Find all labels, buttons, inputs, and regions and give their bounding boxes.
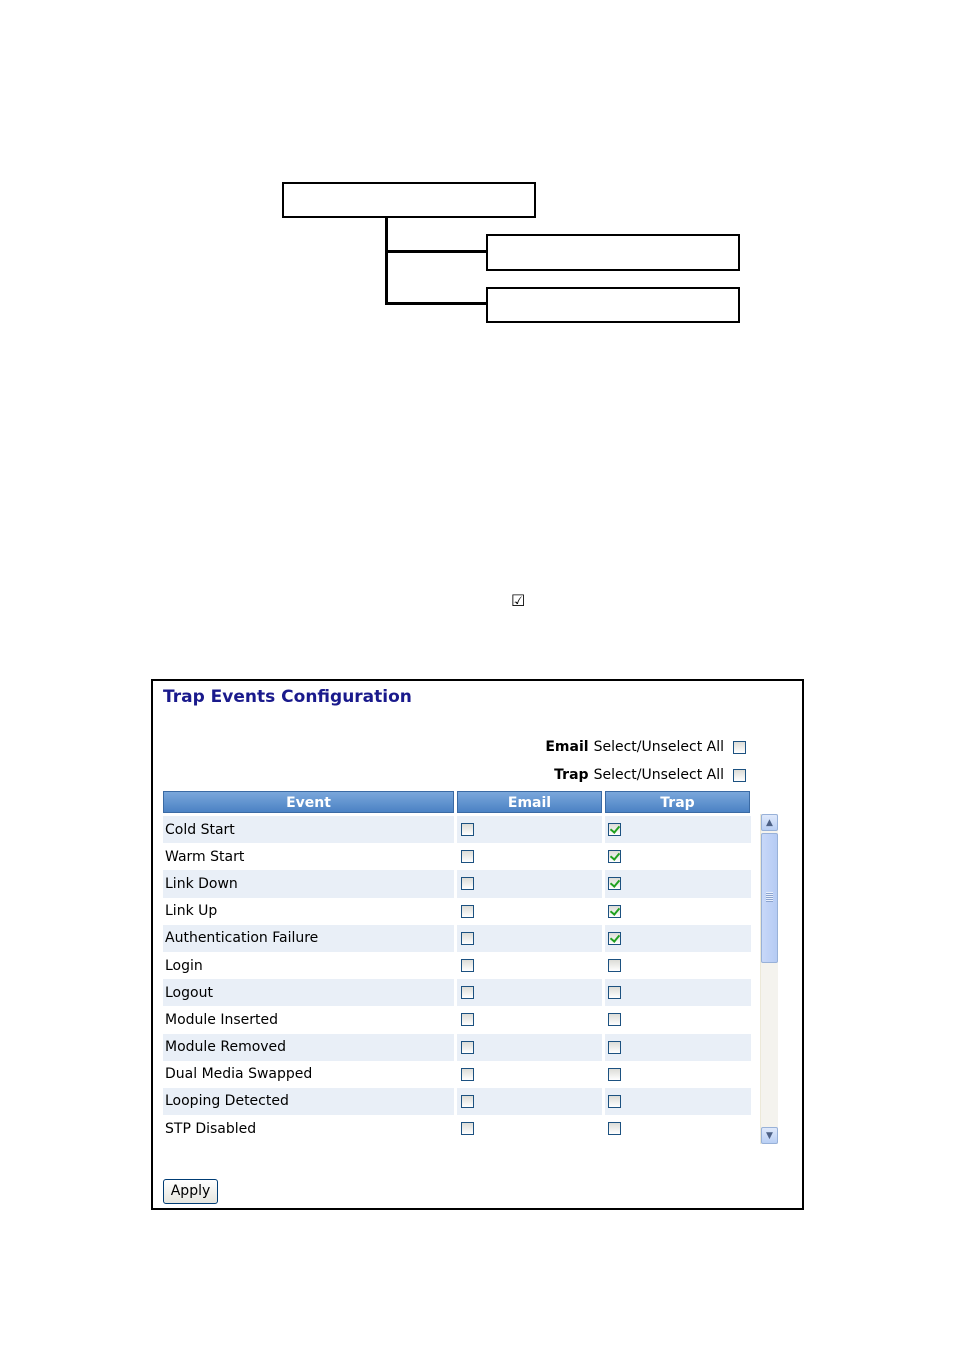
email-cell [455, 1041, 602, 1054]
event-name: Link Up [165, 903, 218, 920]
trap-checkbox[interactable] [608, 1095, 621, 1108]
event-name: Logout [165, 984, 213, 1001]
trap-cell [602, 1122, 749, 1135]
trap-checkbox[interactable] [608, 877, 621, 890]
trap-checkbox[interactable] [608, 986, 621, 999]
trap-checkbox[interactable] [608, 1068, 621, 1081]
event-table-body [163, 816, 751, 1144]
email-cell [455, 1013, 602, 1026]
trap-checkbox[interactable] [608, 959, 621, 972]
event-name: Authentication Failure [165, 930, 319, 947]
trap-select-all-checkbox[interactable] [733, 769, 746, 782]
trap-cell [602, 986, 749, 999]
table-header [163, 791, 753, 813]
trap-checkbox[interactable] [608, 905, 621, 918]
tree-child-box-1 [486, 234, 740, 271]
column-separator [602, 816, 605, 1144]
email-checkbox[interactable] [461, 1041, 474, 1054]
trap-cell [602, 823, 749, 836]
trap-cell [602, 1095, 749, 1108]
page-title: Trap Events Configuration [163, 687, 412, 707]
table-row [163, 1061, 751, 1088]
apply-button[interactable]: Apply [163, 1179, 218, 1204]
trap-select-all-label: Select/Unselect All [593, 767, 724, 783]
trap-select-all-bold-label: Trap [554, 767, 589, 783]
email-cell [455, 986, 602, 999]
tree-child-box-2 [486, 287, 740, 323]
event-name: Link Down [165, 875, 238, 892]
scroll-up-button[interactable]: ▲ [761, 814, 778, 831]
email-cell [455, 877, 602, 890]
email-cell [455, 1095, 602, 1108]
event-name: Looping Detected [165, 1093, 289, 1110]
table-row [163, 1088, 751, 1115]
checkbox-checked-icon: ☑ [511, 591, 526, 610]
table-row [163, 952, 751, 979]
trap-checkbox[interactable] [608, 850, 621, 863]
email-select-all-bold-label: Email [545, 739, 589, 755]
scroll-grip-icon [766, 892, 773, 902]
event-name: STP Disabled [165, 1120, 257, 1137]
email-select-all-label: Select/Unselect All [593, 739, 724, 755]
column-header-email[interactable]: Email [457, 791, 602, 813]
table-row [163, 1006, 751, 1033]
trap-select-all-row [554, 767, 746, 783]
scroll-thumb[interactable] [761, 833, 778, 963]
trap-cell [602, 959, 749, 972]
email-cell [455, 1122, 602, 1135]
tree-connector-vertical [385, 218, 388, 304]
event-name: Login [165, 957, 203, 974]
scroll-down-button[interactable]: ▼ [761, 1127, 778, 1144]
table-row [163, 925, 751, 952]
column-header-event[interactable]: Event [163, 791, 454, 813]
email-checkbox[interactable] [461, 823, 474, 836]
event-name: Module Removed [165, 1039, 287, 1056]
email-checkbox[interactable] [461, 1122, 474, 1135]
table-row [163, 979, 751, 1006]
event-name: Module Inserted [165, 1011, 279, 1028]
trap-checkbox[interactable] [608, 932, 621, 945]
trap-checkbox[interactable] [608, 1041, 621, 1054]
email-checkbox[interactable] [461, 1095, 474, 1108]
tree-connector-branch-2 [385, 302, 487, 305]
table-scrollbar[interactable] [760, 814, 778, 1144]
event-name: Warm Start [165, 848, 245, 865]
tree-connector-branch-1 [385, 250, 487, 253]
trap-cell [602, 932, 749, 945]
table-row [163, 1115, 751, 1142]
email-checkbox[interactable] [461, 877, 474, 890]
table-row [163, 843, 751, 870]
email-checkbox[interactable] [461, 905, 474, 918]
email-select-all-row [545, 739, 746, 755]
email-checkbox[interactable] [461, 986, 474, 999]
trap-cell [602, 877, 749, 890]
email-cell [455, 905, 602, 918]
table-row [163, 1034, 751, 1061]
trap-checkbox[interactable] [608, 823, 621, 836]
trap-cell [602, 850, 749, 863]
column-separator [454, 816, 457, 1144]
table-row [163, 898, 751, 925]
email-checkbox[interactable] [461, 1068, 474, 1081]
trap-cell [602, 1041, 749, 1054]
email-cell [455, 1068, 602, 1081]
email-cell [455, 823, 602, 836]
email-checkbox[interactable] [461, 959, 474, 972]
email-cell [455, 959, 602, 972]
event-name: Dual Media Swapped [165, 1066, 313, 1083]
email-checkbox[interactable] [461, 1013, 474, 1026]
table-row [163, 816, 751, 843]
column-header-trap[interactable]: Trap [605, 791, 750, 813]
trap-checkbox[interactable] [608, 1013, 621, 1026]
email-cell [455, 850, 602, 863]
email-select-all-checkbox[interactable] [733, 741, 746, 754]
trap-events-panel [151, 679, 804, 1210]
table-row [163, 870, 751, 897]
trap-cell [602, 1013, 749, 1026]
tree-root-box [282, 182, 536, 218]
trap-cell [602, 1068, 749, 1081]
trap-checkbox[interactable] [608, 1122, 621, 1135]
email-checkbox[interactable] [461, 850, 474, 863]
event-name: Cold Start [165, 821, 235, 838]
email-checkbox[interactable] [461, 932, 474, 945]
email-cell [455, 932, 602, 945]
trap-cell [602, 905, 749, 918]
